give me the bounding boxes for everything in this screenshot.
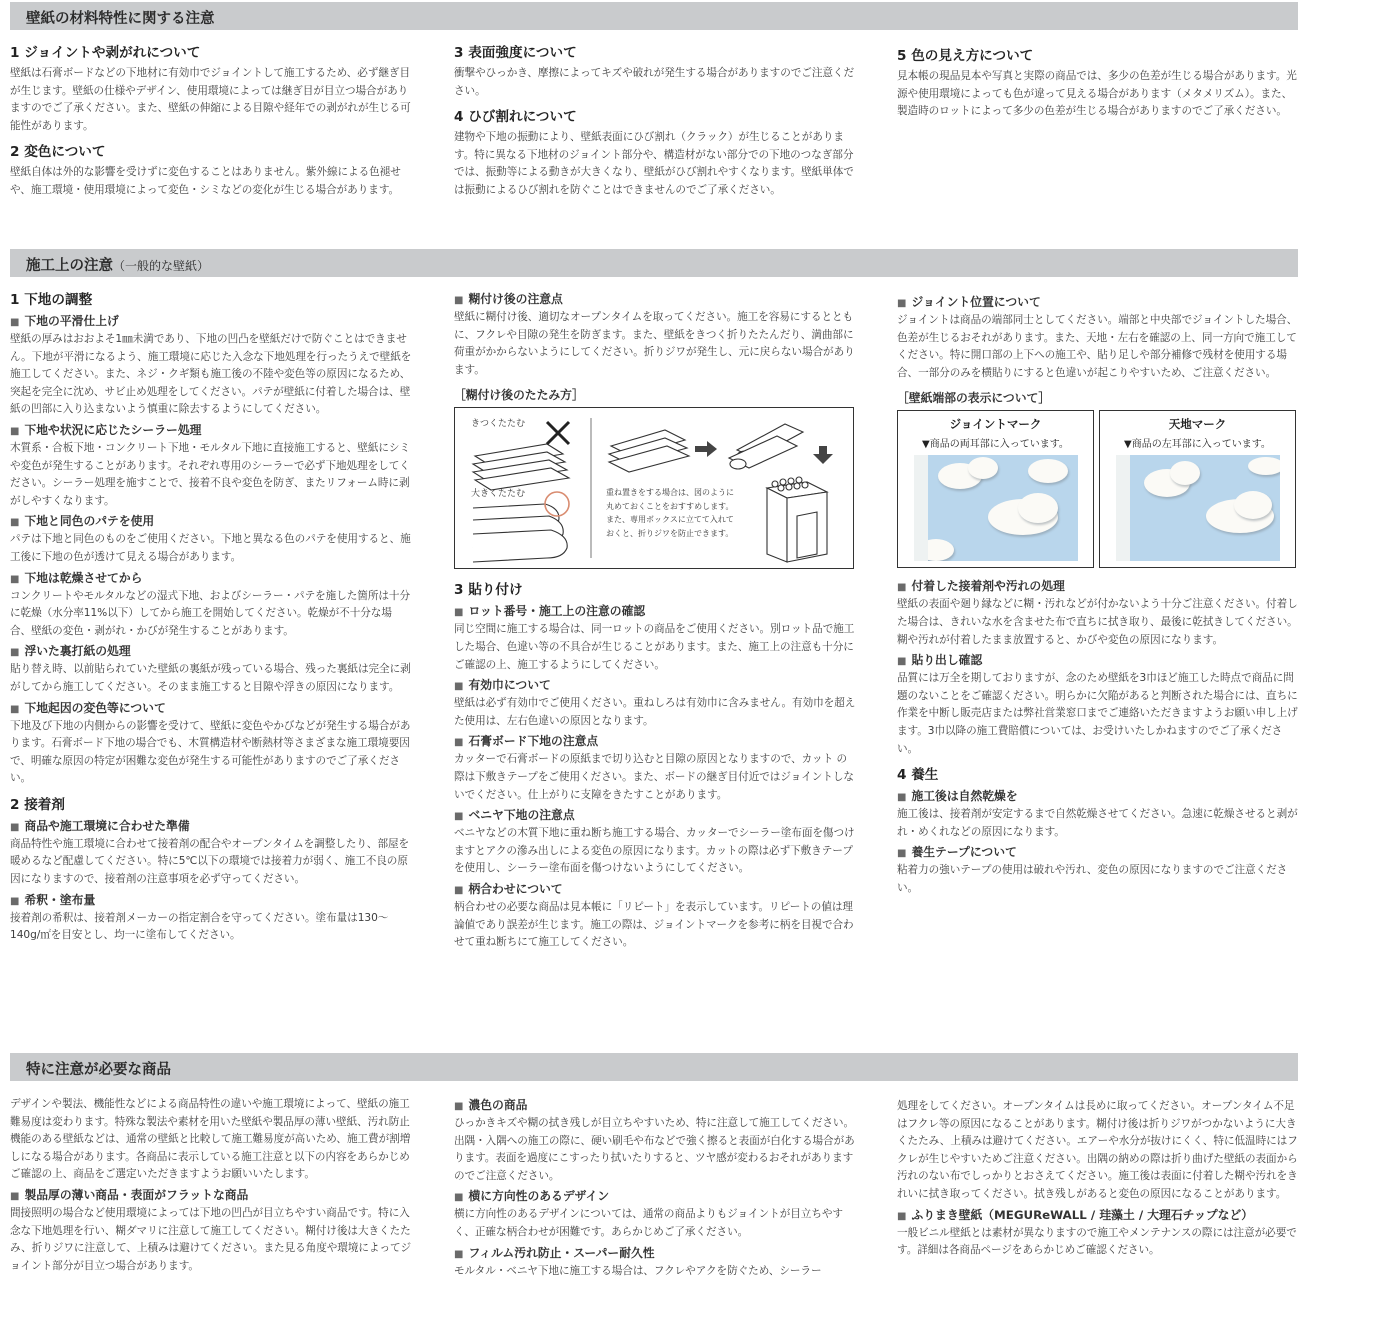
sec2-column-1 bbox=[10, 291, 412, 945]
sub-lot: ■ ロット番号・施工上の注意の確認 bbox=[454, 603, 856, 621]
sub-sealer: ■ 下地や状況に応じたシーラー処理 bbox=[10, 422, 412, 440]
arrow-right-icon bbox=[695, 441, 717, 457]
text-strength: 衝撃やひっかき、摩擦によってキズや破れが発生する場合がありますのでご注意ください。 bbox=[454, 67, 855, 97]
text-dry: コンクリートやモルタルなどの湿式下地、およびシーラー・パテを施した箇所は十分に乾燥（水分率11%以下）してから施工を開始してください。乾燥が不十分な場合、壁紙の変色・剥がれ・かびが発生することがあります。 bbox=[10, 589, 411, 637]
cross-mark-icon bbox=[547, 422, 569, 444]
tight-fold-drawing bbox=[473, 444, 569, 490]
note-line: また、専用ボックスに立てて入れて bbox=[606, 515, 734, 525]
sub-plywood: ■ ベニヤ下地の注意点 bbox=[454, 807, 856, 825]
sub-dry: ■ 下地は乾燥させてから bbox=[10, 570, 412, 588]
text-discolor: 壁紙自体は外的な影響を受けずに変色することはありません。紫外線による色褪せや、施工環境・使用環境によって変色・シミなどの変化が生じる場合があります。 bbox=[10, 166, 401, 196]
sub-stain: ■ 付着した接着剤や汚れの処理 bbox=[897, 578, 1299, 596]
sub-thin: ■ 製品厚の薄い商品・表面がフラットな商品 bbox=[10, 1187, 412, 1205]
text-horizontal: 横に方向性のあるデザインについては、通常の商品よりもジョイントが目立ちやすく、正確な柄合わせが困難です。あらかじめご了承ください。 bbox=[454, 1208, 843, 1238]
text-dark: ひっかきキズや糊の拭き残しが目立ちやすいため、特に注意して施工してください。出隅・入隅への施工の際に、硬い刷毛や布などで強く擦ると表面が白化する場合があります。表面を過度にこすったり拭いたりすると、ツヤ感が変わるおそれがありますのでご注意ください。 bbox=[454, 1117, 855, 1182]
text-thin: 間接照明の場合など使用環境によっては下地の凹凸が目立ちやすい商品です。特に入念な下地処理を行い、糊ダマリに注意して施工してください。糊付け後は大きくたたみ、折りジワに注意して、上積みは避けてください。また見る角度や環境によってジョイント部分が目立つ場合があります。 bbox=[10, 1206, 412, 1272]
tenchi-mark-sub: ▼商品の左耳部に入っています。 bbox=[1124, 439, 1271, 451]
text-joint-position: ジョイントは商品の端部同士としてください。端部と中央部でジョイントした場合、色差が生じるおそれがあります。また、天地・左右を確認の上、同一方向で施工してください。特に開口部の上下への施工や、貼り足しや部分補修で残材を使用する場合、一部分のみを横貼りにすると色違いが起こりやすいため、ご注意ください。 bbox=[897, 314, 1298, 379]
sub-natural-dry: ■ 施工後は自然乾燥を bbox=[897, 788, 1299, 806]
rolled-drawing bbox=[729, 424, 803, 469]
sub-substrate-discolor: ■ 下地起因の変色等について bbox=[10, 700, 412, 718]
text-dilution: 接着剤の希釈は、接着剤メーカーの指定割合を守ってください。塗布量は130〜140g/㎡を目安とし、均一に塗布してください。 bbox=[10, 911, 389, 942]
joint-mark-strip bbox=[914, 455, 928, 561]
sub-tape: ■ 養生テープについて bbox=[897, 844, 1299, 862]
text-film: モルタル・ベニヤ下地に施工する場合は、フクレやアクを防ぐため、シーラー bbox=[454, 1264, 822, 1277]
section-title-main: 施工上の注意 bbox=[26, 258, 113, 274]
text-sprinkle: 一般ビニル壁紙とは素材が異なりますので施工やメンテナンスの際には注意が必要です。詳細は各商品ページをあらかじめご確認ください。 bbox=[897, 1226, 1297, 1257]
sec1-column-3 bbox=[897, 47, 1299, 121]
heading-strength: 3 表面強度について bbox=[454, 45, 577, 61]
section-title: 壁紙の材料特性に関する注意 bbox=[26, 11, 215, 27]
figure-title-marks: ［壁紙端部の表示について］ bbox=[897, 391, 1051, 406]
text-smooth: 壁紙の厚みはおおよそ1㎜未満であり、下地の凹凸を壁紙だけで防ぐことはできません。下地が平滑になるよう、施工環境に応じた入念な下地処理を行ったうえで壁紙を施工してください。また、ネジ・クギ類も施工後の不陸や変色等の原因になるため、突起を完全に沈め、サビ止め処理をしてください。パテが壁紙に付着した場合は、壁紙の凹部に入り込まないよう慎重に除去するようにしてください。 bbox=[10, 333, 412, 416]
sub-putty: ■ 下地と同色のパテを使用 bbox=[10, 513, 412, 531]
sub-pattern: ■ 柄合わせについて bbox=[454, 881, 856, 899]
joint-mark-sub: ▼商品の両耳部に入っています。 bbox=[922, 439, 1069, 451]
tenchi-mark-title: 天地マーク bbox=[1168, 417, 1227, 432]
sub-prep: ■ 商品や施工環境に合わせた準備 bbox=[10, 818, 412, 836]
sec1-column-2 bbox=[454, 44, 856, 200]
text-joint: 壁紙は石膏ボードなどの下地材に有効巾でジョイントして施工するため、必ず継ぎ目が生じます。壁紙の仕様やデザイン、使用環境によっては継ぎ目が目立つ場合がありますのでご了承ください。また、壁紙の伸縮による目隙や経年での剥がれが生じる可能性があります。 bbox=[10, 67, 411, 132]
text-after-paste: 壁紙に糊付け後、適切なオープンタイムを取ってください。施工を容易にするとともに、フクレや目隙の発生を防ぎます。また、壁紙をきつく折りたたんだり、満曲部に荷重がかからないようにしてください。折りジワが発生し、元に戻らない場合があります。 bbox=[454, 311, 855, 376]
text-crack: 建物や下地の振動により、壁紙表面にひび割れ（クラック）が生じることがあります。特に異なる下地材のジョイント部分や、構造材がない部分での下地のつなぎ部分では、振動等による動きが大きくなり、壁紙がひび割れやすくなります。壁紙単体では振動によるひび割れを防ぐことはできませんのでご了承ください。 bbox=[454, 131, 854, 196]
sub-horizontal: ■ 横に方向性のあるデザイン bbox=[454, 1188, 856, 1206]
sub-width: ■ 有効巾について bbox=[454, 677, 856, 695]
text-stain: 壁紙の表面や廻り縁などに糊・汚れなどが付かないよう十分ご注意ください。付着した場合は、きれいな水を含ませた布で直ちに拭き取り、最後に乾拭きしてください。糊や汚れが付着したまま放置すると、かびや変色の原因になります。 bbox=[897, 598, 1298, 646]
text-film-continued: 処理をしてください。オープンタイムは長めに取ってください。オープンタイム不足はフクレ等の原因になることがあります。糊付け後は折りジワがつかないように大きくたたみ、上積みは避けてください。エアーや水分が抜けにくく、特に低温時にはフクレが生じやすいためご注意ください。出隅の納めの際は折り曲げた壁紙の表面から汚れのない布でしっかりとおさえてください。施工後は表面に付着した糊や汚れをきれいに拭き取ってください。拭き残しがあると変色の原因になることがあります。 bbox=[897, 1100, 1298, 1200]
text-width: 壁紙は必ず有効巾でご使用ください。重ねしろは有効巾に含みません。有効巾を超えた使用は、左右色違いの原因となります。 bbox=[454, 697, 856, 727]
heading-substrate: 1 下地の調整 bbox=[10, 292, 93, 308]
joint-mark-panel bbox=[897, 410, 1094, 568]
text-sealer: 木質系・合板下地・コンクリート下地・モルタル下地に直接施工すると、壁紙にシミや変色が発生することがあります。それぞれ専用のシーラーで必ず下地処理をしてください。シーラー処理を施すことで、接着不良や変色を防ぎ、またリフォーム時に剥がしやすくなります。 bbox=[10, 441, 411, 507]
text-trial: 品質には万全を期しておりますが、念のため壁紙を3巾ほど施工した時点で商品に問題のないことをご確認ください。明らかに欠陥があると判断された場合には、直ちに作業を中断し販売店または弊社営業窓口までご連絡いただきますようお願い申し上げます。3巾以降の施工費賠償については、お受けいたしかねますのでご了承ください。 bbox=[897, 672, 1298, 755]
section-title: 特に注意が必要な商品 bbox=[26, 1062, 171, 1078]
tenchi-mark-panel bbox=[1099, 410, 1296, 568]
text-substrate-discolor: 下地及び下地の内側からの影響を受けて、壁紙に変色やかびなどが発生する場合があります。石膏ボード下地の場合でも、木質構造材や断熱材等さまざまな施工環境要因で、明確な原因の特定が困難な変色が発生する可能性がありますのでご了承ください。 bbox=[10, 719, 411, 785]
text-pattern: 柄合わせの必要な商品は見本帳に「リピート」を表示しています。リピートの値は理論値であり誤差が生じます。施工の際は、ジョイントマークを参考に柄を目視で合わせて重ね断ちにて施工してください。 bbox=[454, 900, 854, 949]
heading-curing: 4 養生 bbox=[897, 767, 939, 784]
text-prep: 商品特性や施工環境に合わせて接着剤の配合やオープンタイムを調整したり、部屋を暖めるなど配慮してください。特に5℃以下の環境では接着力が弱く、施工不良の原因になりますので、接着剤の注意事項を必ず守ってください。 bbox=[10, 837, 410, 886]
sub-backing: ■ 浮いた裏打紙の処理 bbox=[10, 643, 412, 661]
sec3-column-2 bbox=[454, 1097, 856, 1280]
wallpaper-sample-image bbox=[928, 455, 1078, 561]
sub-joint-position: ■ ジョイント位置について bbox=[897, 294, 1299, 312]
sub-sprinkle: ■ ふりまき壁紙（MEGUReWALL / 珪藻土 / 大理石チップなど） bbox=[897, 1207, 1299, 1225]
heading-adhesive: 2 接着剤 bbox=[10, 796, 65, 813]
sub-smooth: ■ 下地の平滑仕上げ bbox=[10, 313, 412, 331]
text-backing: 貼り替え時、以前貼られていた壁紙の裏紙が残っている場合、残った裏紙は完全に剥がしてから施工してください。そのまま施工すると目隙や浮きの原因になります。 bbox=[10, 663, 411, 693]
sub-dilution: ■ 希釈・塗布量 bbox=[10, 892, 412, 910]
section-title bbox=[26, 254, 209, 275]
note-line: 重ね置きをする場合は、図のように bbox=[606, 488, 734, 498]
note-line: 丸めておくことをおすすめします。 bbox=[606, 501, 734, 511]
stack-drawing bbox=[609, 430, 689, 472]
figure-title-folding: ［糊付け後のたたみ方］ bbox=[454, 388, 584, 403]
text-color: 見本帳の現品見本や写真と実際の商品では、多少の色差が生じる場合があります。光源や使用環境によっても色が違って見える場合があります（メタメリズム）。また、製造時のロットによって多少の色差が生じる場合がありますのでご了承ください。 bbox=[897, 70, 1297, 118]
label-loose-fold: 大きくたたむ bbox=[471, 489, 526, 500]
sec1-column-1 bbox=[10, 44, 412, 200]
section-title-sub: （一般的な壁紙） bbox=[113, 259, 210, 273]
text-intro: デザインや製法、機能性などによる商品特性の違いや施工環境によって、壁紙の施工難易度は変わります。特殊な製法や素材を用いた壁紙や製品厚の薄い壁紙、汚れ防止機能のある壁紙などは、通常の壁紙と比較して施工難易度が高いため、施工費が割増しになる場合があります。各商品に表示している施工注意と以下の内容をあらかじめご確認の上、商品をご選定いただきますようお願いいたします。 bbox=[10, 1098, 411, 1181]
sub-dark: ■ 濃色の商品 bbox=[454, 1097, 856, 1115]
sub-after-paste: ■ 糊付け後の注意点 bbox=[454, 291, 856, 309]
text-putty: パテは下地と同色のものをご使用ください。下地と異なる色のパテを使用すると、施工後に下地の色が透けて見える場合があります。 bbox=[10, 533, 411, 563]
sec3-column-3 bbox=[897, 1098, 1299, 1260]
loose-fold-drawing bbox=[473, 504, 567, 562]
arrow-down-icon bbox=[813, 446, 833, 464]
folding-figure bbox=[454, 407, 854, 569]
label-tight-fold: きつくたたむ bbox=[471, 419, 526, 430]
section-header-construction bbox=[10, 249, 1298, 277]
heading-crack: 4 ひび割れについて bbox=[454, 109, 577, 126]
edge-marks bbox=[897, 410, 1299, 568]
joint-mark-title: ジョイントマーク bbox=[949, 417, 1042, 432]
text-tape: 粘着力の強いテープの使用は破れや汚れ、変色の原因になりますのでご注意ください。 bbox=[897, 864, 1288, 894]
folding-note bbox=[606, 486, 734, 540]
heading-joint: 1 ジョイントや剥がれについて bbox=[10, 45, 201, 61]
sub-film: ■ フィルム汚れ防止・スーパー耐久性 bbox=[454, 1245, 856, 1263]
section-header-special bbox=[10, 1053, 1298, 1081]
note-line: おくと、折りジワを防止できます。 bbox=[606, 528, 734, 538]
heading-pasting: 3 貼り付け bbox=[454, 582, 523, 599]
sub-trial: ■ 貼り出し確認 bbox=[897, 652, 1299, 670]
text-gypsum: カッターで石膏ボードの原紙まで切り込むと目隙の原因となりますので、カット の際は下敷きテープをご使用ください。また、ボードの継ぎ目付近ではジョイントしないでください。仕上がりに支障をきたすことがあります。 bbox=[454, 753, 854, 801]
wallpaper-sample-image bbox=[1130, 455, 1280, 561]
sec3-column-1 bbox=[10, 1096, 412, 1275]
storage-box-drawing bbox=[767, 477, 827, 562]
text-natural-dry: 施工後は、接着剤が安定するまで自然乾燥させてください。急速に乾燥させると剥がれ・めくれなどの原因になります。 bbox=[897, 808, 1298, 838]
sub-gypsum: ■ 石膏ボード下地の注意点 bbox=[454, 733, 856, 751]
sec2-column-3 bbox=[897, 294, 1299, 898]
text-plywood: ベニヤなどの木質下地に重ね断ち施工する場合、カッターでシーラー塗布面を傷つけますとアクの滲み出しによる変色の原因になります。カットの際は必ず下敷きテープを使用し、シーラー塗布面を傷つけないようにしてください。 bbox=[454, 827, 855, 875]
tenchi-mark-strip bbox=[1116, 455, 1130, 561]
sec2-column-2 bbox=[454, 291, 856, 952]
heading-color: 5 色の見え方について bbox=[897, 48, 1034, 64]
heading-discolor: 2 変色について bbox=[10, 144, 106, 161]
section-header-material bbox=[10, 2, 1298, 30]
text-lot: 同じ空間に施工する場合は、同一ロットの商品をご使用ください。別ロット品で施工した場合、色違い等の不具合が生じることがあります。また、施工上の注意も十分にご確認の上、施工するようにしてください。 bbox=[454, 623, 855, 671]
